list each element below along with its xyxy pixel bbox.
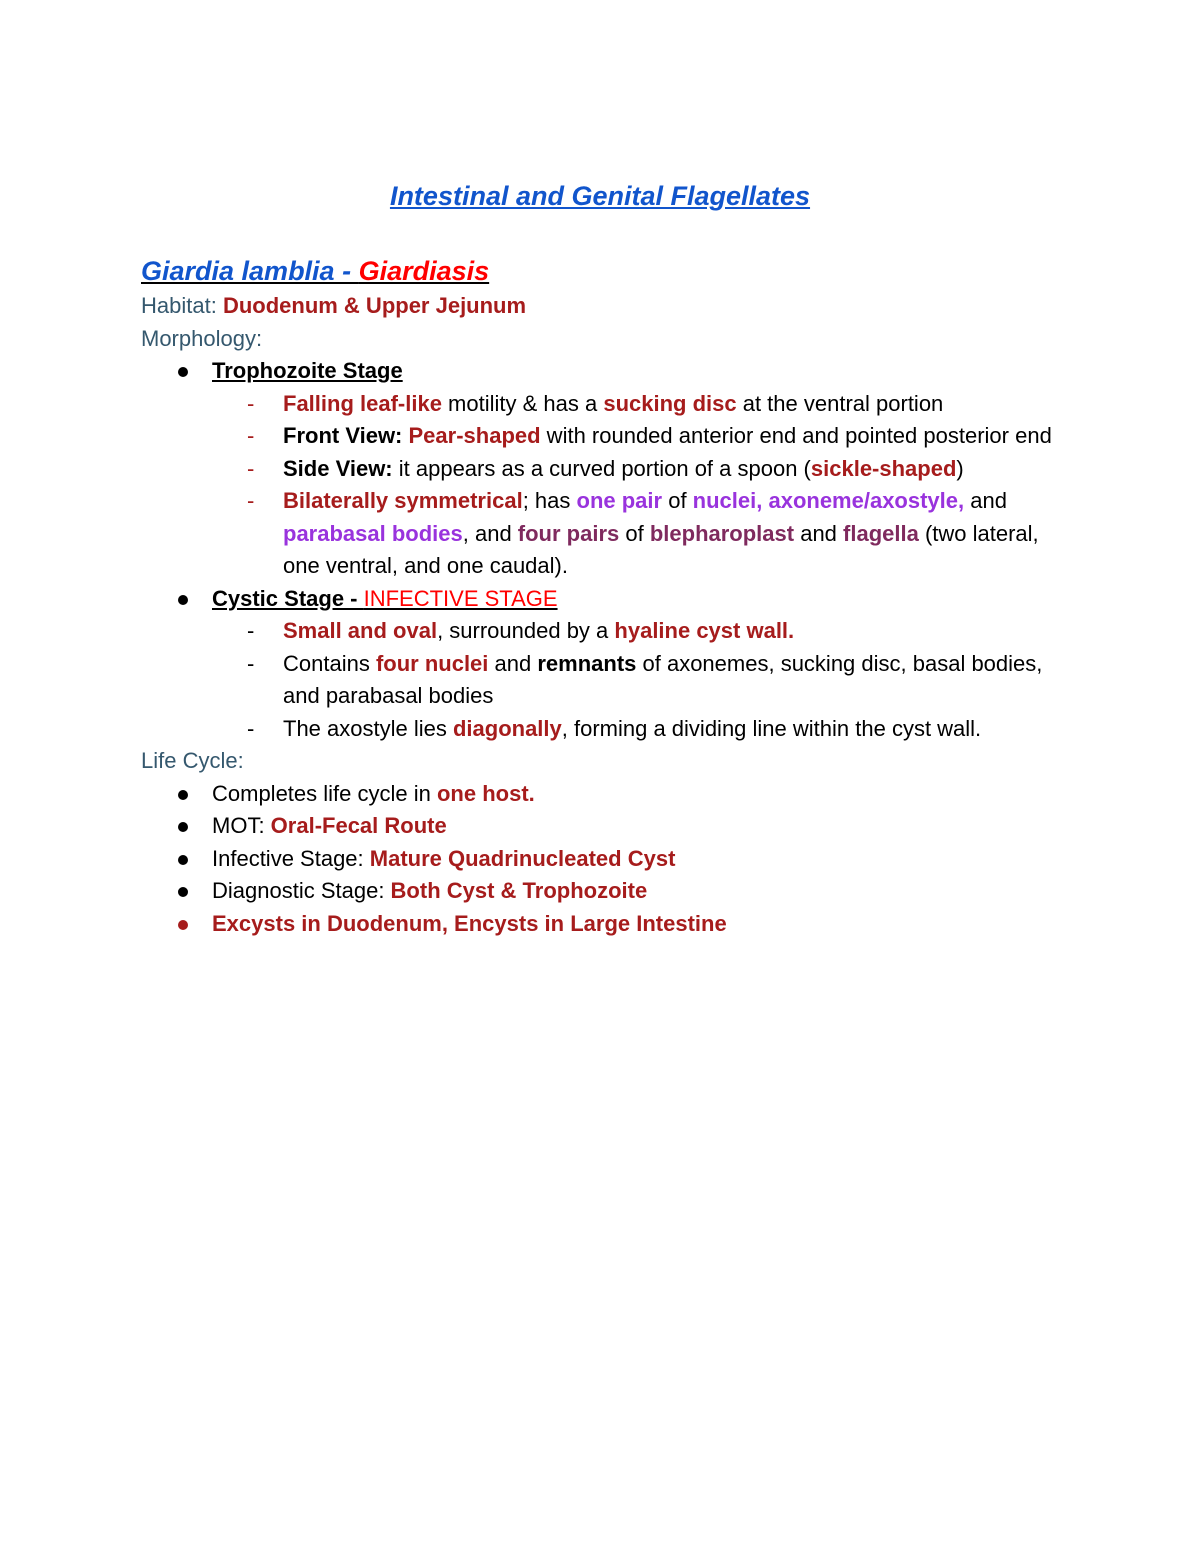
text-span: of [662, 488, 693, 513]
list-item [242, 420, 1071, 453]
text-span: Falling leaf-like [283, 390, 442, 416]
morphology-label: Morphology: [141, 325, 263, 351]
morphology-list [141, 355, 1071, 745]
trophozoite-item [171, 355, 1071, 583]
dash-icon: - [247, 423, 255, 448]
text-span: , surrounded by a [437, 618, 615, 643]
text-span: Contains [283, 650, 376, 676]
cystic-item [171, 583, 1071, 746]
text-span: hyaline cyst wall. [614, 618, 795, 643]
list-item [242, 453, 1071, 486]
text-span: nuclei, axoneme/axostyle, [692, 488, 965, 513]
text-span: one pair [576, 488, 663, 513]
list-item [171, 843, 1071, 876]
text-span: , forming a dividing line within the cyst wall. [561, 715, 982, 741]
text-span: one host. [436, 780, 535, 806]
text-span: and [964, 488, 1007, 513]
text-span: diagonally [452, 715, 562, 741]
document-title: Intestinal and Genital Flagellates [389, 181, 811, 211]
list-item [171, 810, 1071, 843]
cystic-sublist [212, 615, 1071, 745]
text-span: of axonemes, sucking disc, basal bodies, and parabasal bodies [283, 650, 1043, 708]
text-span: Infective Stage: [212, 845, 370, 871]
text-span: Small and oval [283, 618, 438, 643]
dash-icon: - [247, 650, 255, 676]
text-span: of [619, 520, 650, 546]
text-span: at the ventral portion [736, 390, 944, 416]
list-item [171, 908, 1071, 941]
text-span: and [794, 520, 844, 546]
organism-heading [141, 252, 1071, 290]
text-span: with rounded anterior end and pointed posterior end [540, 423, 1052, 448]
bullet-icon [178, 595, 188, 605]
list-item [242, 615, 1071, 648]
cystic-heading [212, 586, 558, 611]
text-span: Side View: [283, 455, 393, 481]
trophozoite-heading: Trophozoite Stage [212, 358, 403, 383]
dash-icon: - [247, 618, 255, 643]
text-span: blepharoplast [649, 520, 795, 546]
list-item [242, 648, 1071, 713]
text-span: flagella [843, 520, 919, 546]
text-span: parabasal bodies [283, 520, 463, 546]
bullet-icon [178, 887, 188, 897]
bullet-icon [178, 790, 188, 800]
text-span: motility & has a [441, 390, 604, 416]
cystic-heading-text: Cystic Stage - [212, 585, 364, 611]
text-span: and [488, 650, 538, 676]
document-body [141, 252, 1071, 940]
list-item [171, 778, 1071, 811]
text-span: Oral-Fecal Route [270, 813, 447, 838]
text-span: , and [462, 520, 518, 546]
text-span: it appears as a curved portion of a spoon ( [392, 455, 811, 481]
organism-name: Giardia lamblia - [141, 256, 359, 286]
dash-icon: - [247, 488, 255, 513]
text-span: sickle-shaped [810, 455, 957, 481]
habitat-value: Duodenum & Upper Jejunum [222, 293, 527, 318]
text-span: Bilaterally symmetrical [283, 488, 523, 513]
bullet-icon [178, 920, 188, 930]
bullet-icon [178, 367, 188, 377]
text-span: Diagnostic Stage: [212, 878, 391, 903]
list-item [242, 388, 1071, 421]
habitat-line [141, 290, 1071, 323]
text-span: sucking disc [603, 390, 737, 416]
text-span: four pairs [517, 520, 620, 546]
bullet-icon [178, 855, 188, 865]
list-item [242, 713, 1071, 746]
life-cycle-label: Life Cycle: [141, 748, 244, 773]
trophozoite-sublist [212, 388, 1071, 583]
infective-stage-label: INFECTIVE STAGE [363, 585, 558, 611]
text-span: ; has [522, 488, 577, 513]
text-span: MOT: [212, 813, 271, 838]
life-cycle-list [141, 778, 1071, 941]
list-item [171, 875, 1071, 908]
habitat-label: Habitat: [141, 293, 223, 318]
text-span: Completes life cycle in [212, 780, 437, 806]
dash-icon: - [247, 390, 255, 416]
text-span: Pear-shaped [408, 423, 541, 448]
list-item [242, 485, 1071, 583]
text-span: Excysts in Duodenum, Encysts in Large Intestine [212, 910, 727, 936]
dash-icon: - [247, 715, 255, 741]
text-span: Front View: [283, 423, 409, 448]
text-span: The axostyle lies [283, 715, 453, 741]
disease-name: Giardiasis [358, 256, 490, 286]
text-span: remnants [537, 650, 637, 676]
text-span: four nuclei [375, 650, 489, 676]
dash-icon: - [247, 455, 255, 481]
text-span: (two lateral, one ventral, and one caudal). [283, 520, 1039, 578]
bullet-icon [178, 822, 188, 832]
text-span: Mature Quadrinucleated Cyst [369, 845, 676, 871]
text-span: Both Cyst & Trophozoite [390, 878, 648, 903]
text-span: ) [956, 455, 964, 481]
